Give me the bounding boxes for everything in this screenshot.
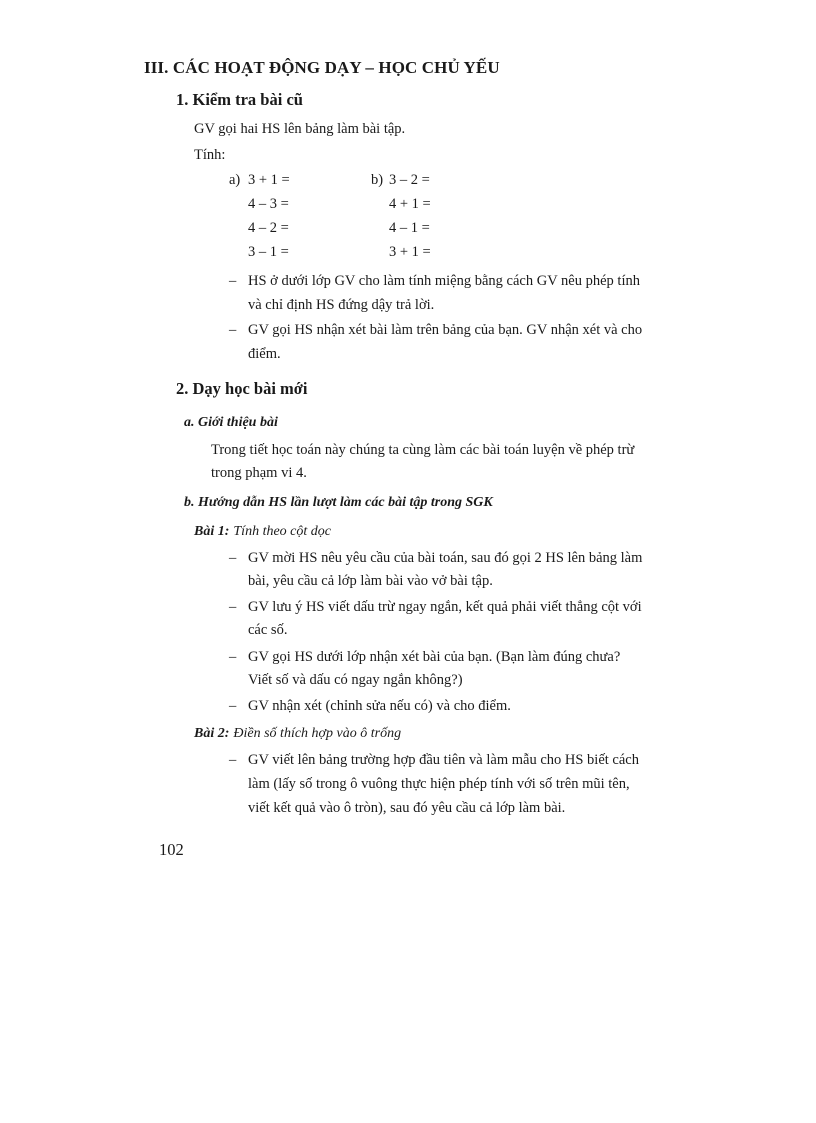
col-b-label: b) bbox=[371, 172, 384, 188]
col-a-label: a) bbox=[229, 172, 241, 188]
exercise-b-4: 3 + 1 = bbox=[389, 244, 431, 260]
dash-bullet: – bbox=[229, 698, 237, 714]
dash-bullet: – bbox=[229, 550, 237, 566]
dash-bullet: – bbox=[229, 599, 237, 615]
subsection-b-heading: b. Hướng dẫn HS lần lượt làm các bài tập trong SGK bbox=[184, 495, 493, 510]
intro-text-line: trong phạm vi 4. bbox=[211, 465, 307, 481]
dash-bullet: – bbox=[229, 322, 237, 338]
part2-heading: 2. Dạy học bài mới bbox=[176, 379, 308, 398]
bullet-text-line: và chỉ định HS đứng dậy trả lời. bbox=[248, 297, 435, 313]
dash-bullet: – bbox=[229, 649, 237, 665]
bai2-label: Bài 2: bbox=[194, 726, 230, 741]
exercise-a-2: 4 – 3 = bbox=[248, 196, 289, 212]
bai1-description: Tính theo cột dọc bbox=[233, 524, 331, 539]
section-title: III. CÁC HOẠT ĐỘNG DẠY – HỌC CHỦ YẾU bbox=[144, 58, 500, 77]
bullet-text-line: GV nhận xét (chỉnh sửa nếu có) và cho điểm. bbox=[248, 698, 511, 714]
bullet-text-line: bài, yêu cầu cả lớp làm bài vào vở bài tập. bbox=[248, 573, 493, 589]
bullet-text-line: làm (lấy số trong ô vuông thực hiện phép tính với số trên mũi tên, bbox=[248, 776, 630, 792]
tinh-label: Tính: bbox=[194, 147, 226, 163]
bullet-text-line: GV gọi HS nhận xét bài làm trên bảng của bạn. GV nhận xét và cho bbox=[248, 322, 643, 338]
bullet-text-line: GV mời HS nêu yêu cầu của bài toán, sau đó gọi 2 HS lên bảng làm bbox=[248, 550, 643, 566]
bullet-text-line: HS ở dưới lớp GV cho làm tính miệng bằng cách GV nêu phép tính bbox=[248, 273, 640, 289]
bullet-text-line: GV viết lên bảng trường hợp đầu tiên và làm mẫu cho HS biết cách bbox=[248, 752, 639, 768]
dash-bullet: – bbox=[229, 273, 237, 289]
page-number: 102 bbox=[159, 840, 184, 859]
dash-bullet: – bbox=[229, 752, 237, 768]
intro-text-line: Trong tiết học toán này chúng ta cùng làm các bài toán luyện về phép trừ bbox=[211, 442, 635, 458]
bai1-label: Bài 1: bbox=[194, 524, 230, 539]
subsection-a-heading: a. Giới thiệu bài bbox=[184, 415, 278, 430]
bai1-heading bbox=[194, 522, 331, 540]
bullet-text-line: điểm. bbox=[248, 346, 281, 362]
bullet-text-line: viết kết quả vào ô tròn), sau đó yêu cầu cả lớp làm bài. bbox=[248, 800, 566, 816]
bullet-text-line: các số. bbox=[248, 622, 288, 638]
exercise-a-4: 3 – 1 = bbox=[248, 244, 289, 260]
exercise-b-1: 3 – 2 = bbox=[389, 172, 430, 188]
exercise-b-2: 4 + 1 = bbox=[389, 196, 431, 212]
bullet-text-line: GV gọi HS dưới lớp nhận xét bài của bạn. (Bạn làm đúng chưa? bbox=[248, 649, 621, 665]
exercise-a-1: 3 + 1 = bbox=[248, 172, 290, 188]
part1-intro: GV gọi hai HS lên bảng làm bài tập. bbox=[194, 121, 406, 137]
exercise-a-3: 4 – 2 = bbox=[248, 220, 289, 236]
bullet-text-line: Viết số và dấu có ngay ngắn không?) bbox=[248, 672, 463, 688]
bai2-description: Điền số thích hợp vào ô trống bbox=[233, 726, 402, 741]
part1-heading: 1. Kiểm tra bài cũ bbox=[176, 90, 303, 109]
exercise-b-3: 4 – 1 = bbox=[389, 220, 430, 236]
bullet-text-line: GV lưu ý HS viết dấu trừ ngay ngắn, kết quả phải viết thẳng cột với bbox=[248, 599, 642, 615]
bai2-heading bbox=[194, 724, 401, 742]
